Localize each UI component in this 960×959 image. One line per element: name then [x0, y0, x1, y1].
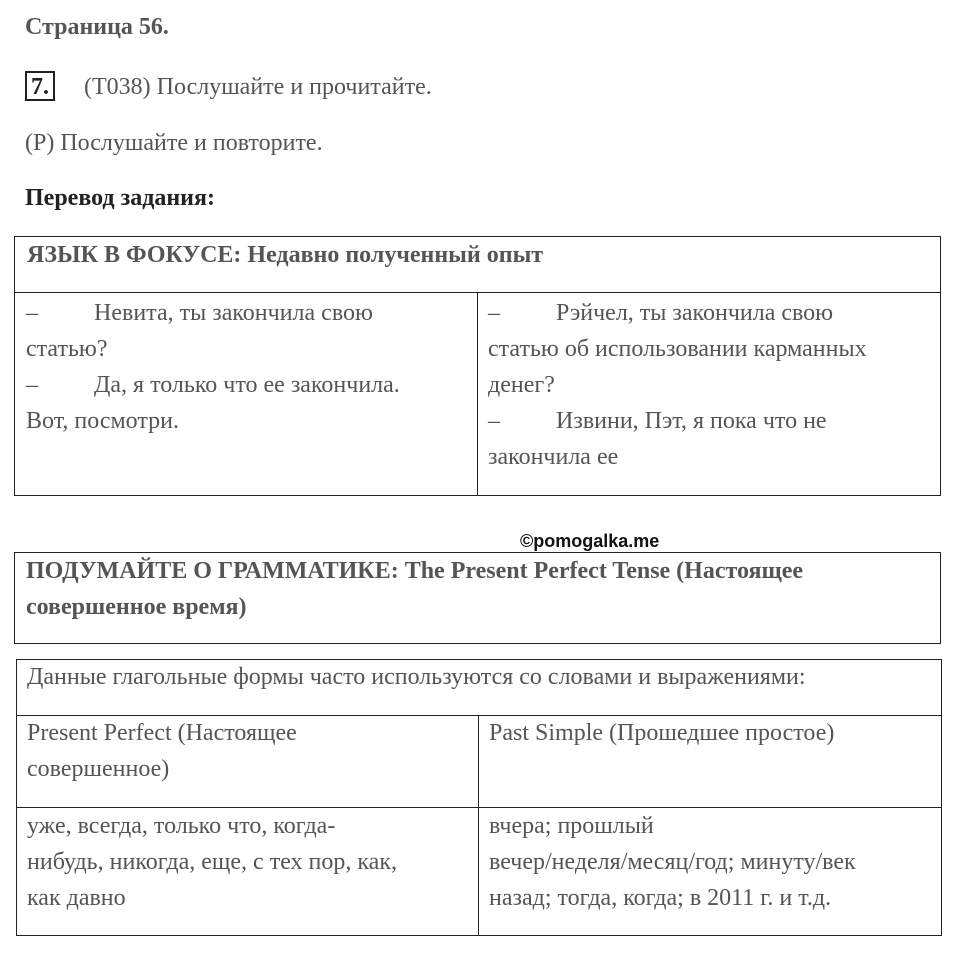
- header-line: совершенное): [27, 756, 170, 782]
- marker-line: вчера; прошлый: [489, 813, 654, 839]
- marker-line: назад; тогда, когда; в 2011 г. и т.д.: [489, 885, 832, 911]
- dialogue-right: [488, 295, 933, 475]
- grammar-title-line: совершенное время): [26, 594, 247, 620]
- dash: –: [488, 300, 500, 326]
- watermark: ©pomogalka.me: [520, 531, 660, 551]
- present-perfect-markers: [27, 808, 472, 916]
- usage-table-caption: Данные глагольные формы часто используются со словами и выражениями:: [27, 664, 806, 690]
- usage-table-column-divider: [478, 715, 479, 936]
- dialogue-line: статью?: [26, 336, 108, 362]
- marker-line: как давно: [27, 885, 126, 911]
- dash: –: [26, 372, 38, 398]
- dialogue-line: Рэйчел, ты закончила свою: [556, 300, 834, 326]
- page-title: Страница 56.: [25, 14, 169, 40]
- dialogue-line: Да, я только что ее закончила.: [94, 372, 400, 398]
- focus-box-column-divider: [477, 292, 478, 496]
- marker-line: вечер/неделя/месяц/год; минуту/век: [489, 849, 856, 875]
- task-instruction-listen-read: (T038) Послушайте и прочитайте.: [84, 74, 432, 100]
- header-present-perfect: [27, 715, 467, 787]
- marker-line: нибудь, никогда, еще, с тех пор, как,: [27, 849, 397, 875]
- marker-line: уже, всегда, только что, когда-: [27, 813, 336, 839]
- dialogue-left: [26, 295, 466, 439]
- past-simple-markers: [489, 808, 934, 916]
- header-past-simple: Past Simple (Прошедшее простое): [489, 720, 835, 746]
- dialogue-line: Вот, посмотри.: [26, 408, 179, 434]
- dash: –: [26, 300, 38, 326]
- dialogue-line: Невита, ты закончила свою: [94, 300, 373, 326]
- grammar-title-line: ПОДУМАЙТЕ О ГРАММАТИКЕ: The Present Perfect Tense (Настоящее: [26, 558, 804, 584]
- task-instruction-listen-repeat: (P) Послушайте и повторите.: [25, 130, 323, 156]
- dialogue-line: Извини, Пэт, я пока что не: [556, 408, 827, 434]
- dialogue-line: статью об использовании карманных: [488, 336, 867, 362]
- header-line: Present Perfect (Настоящее: [27, 720, 297, 746]
- dialogue-line: денег?: [488, 372, 555, 398]
- dash: –: [488, 408, 500, 434]
- translation-heading: Перевод задания:: [25, 185, 215, 211]
- dialogue-line: закончила ее: [488, 444, 619, 470]
- grammar-box-title: [26, 553, 931, 625]
- focus-box-title: ЯЗЫК В ФОКУСЕ: Недавно полученный опыт: [27, 242, 544, 268]
- task-number: 7.: [25, 71, 55, 101]
